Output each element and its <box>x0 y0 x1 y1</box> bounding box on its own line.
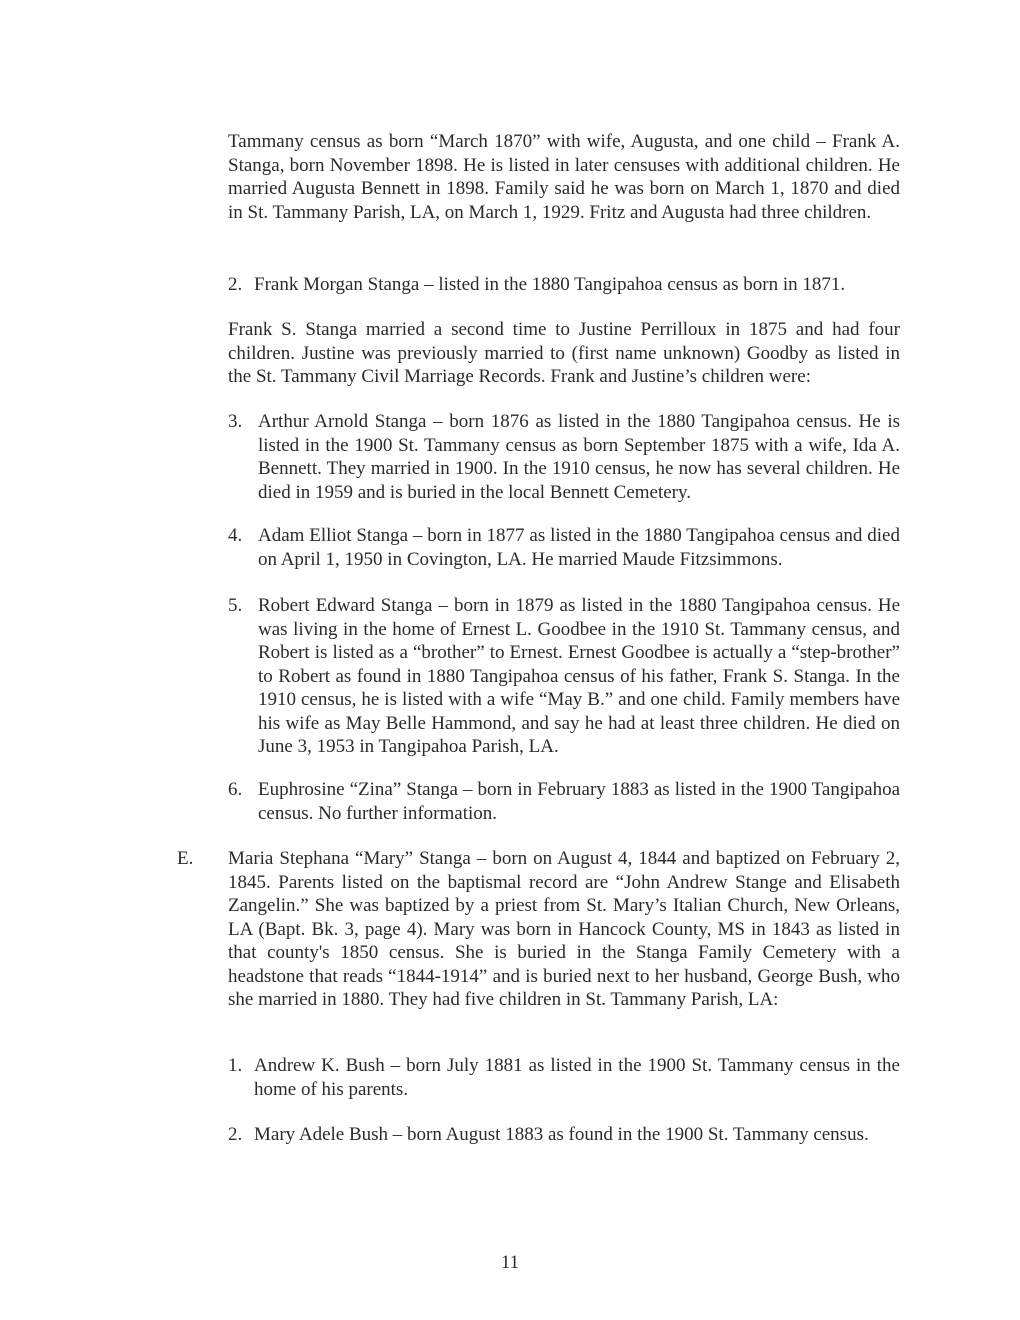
list-item-number: 5. <box>228 595 243 616</box>
list-item-number: 4. <box>228 525 243 546</box>
list-item-frank-morgan: Frank Morgan Stanga – listed in the 1880 Tangipahoa census as born in 1871. <box>254 274 846 295</box>
page-number: 11 <box>500 1252 520 1273</box>
list-item-andrew-bush: Andrew K. Bush – born July 1881 as listed in the 1900 St. Tammany census in the home of his parents. <box>254 1055 900 1100</box>
list-item-number: 2. <box>228 274 243 295</box>
list-item-number: 3. <box>228 411 243 432</box>
list-item-number: 1. <box>228 1055 243 1076</box>
list-item-arthur: Arthur Arnold Stanga – born 1876 as listed in the 1880 Tangipahoa census. He is listed in the 1900 St. Tammany census as born September 1875 with a wife, Ida A. Bennett. They married in 1900. In the 1910 census, he now has several children. He died in 1959 and is buried in the local Bennett Cemetery. <box>258 411 900 503</box>
section-e-paragraph: Maria Stephana “Mary” Stanga – born on August 4, 1844 and baptized on February 2, 1845. Parents listed on the baptismal record are “John Andrew Stange and Elisabeth Zangelin.” She was baptized by a priest from St. Mary’s Italian Church, New Orleans, LA (Bapt. Bk. 3, page 4). Mary was born in Hancock County, MS in 1843 as listed in that county's 1850 census. She is buried in the Stanga Family Cemetery with a headstone that reads “1844-1914” and is buried next to her husband, George Bush, who she married in 1880. They had five children in St. Tammany Parish, LA: <box>228 848 900 1010</box>
section-letter: E. <box>177 848 194 869</box>
list-item-adam: Adam Elliot Stanga – born in 1877 as listed in the 1880 Tangipahoa census and died on April 1, 1950 in Covington, LA. He married Maude Fitzsimmons. <box>258 525 900 570</box>
list-item-robert: Robert Edward Stanga – born in 1879 as listed in the 1880 Tangipahoa census. He was living in the home of Ernest L. Goodbee in the 1910 St. Tammany census, and Robert is listed as a “brother” to Ernest. Ernest Goodbee is actually a “step-brother” to Robert as found in 1880 Tangipahoa census of his father, Frank S. Stanga. In the 1910 census, he is listed with a wife “May B.” and one child. Family members have his wife as May Belle Hammond, and say he had at least three children. He died on June 3, 1953 in Tangipahoa Parish, LA. <box>258 595 900 757</box>
list-item-euphrosine: Euphrosine “Zina” Stanga – born in February 1883 as listed in the 1900 Tangipahoa census. No further information. <box>258 779 900 824</box>
list-item-number: 2. <box>228 1124 243 1145</box>
list-item-mary-adele-bush: Mary Adele Bush – born August 1883 as found in the 1900 St. Tammany census. <box>254 1124 869 1145</box>
continuation-paragraph: Tammany census as born “March 1870” with wife, Augusta, and one child – Frank A. Stanga, born November 1898. He is listed in later censuses with additional children. He married Augusta Bennett in 1898. Family said he was born on March 1, 1870 and died in St. Tammany Parish, LA, on March 1, 1929. Fritz and Augusta had three children. <box>228 131 900 223</box>
second-marriage-paragraph: Frank S. Stanga married a second time to Justine Perrilloux in 1875 and had four children. Justine was previously married to (first name unknown) Goodby as listed in the St. Tammany Civil Marriage Records. Frank and Justine’s children were: <box>228 319 900 387</box>
list-item-number: 6. <box>228 779 243 800</box>
